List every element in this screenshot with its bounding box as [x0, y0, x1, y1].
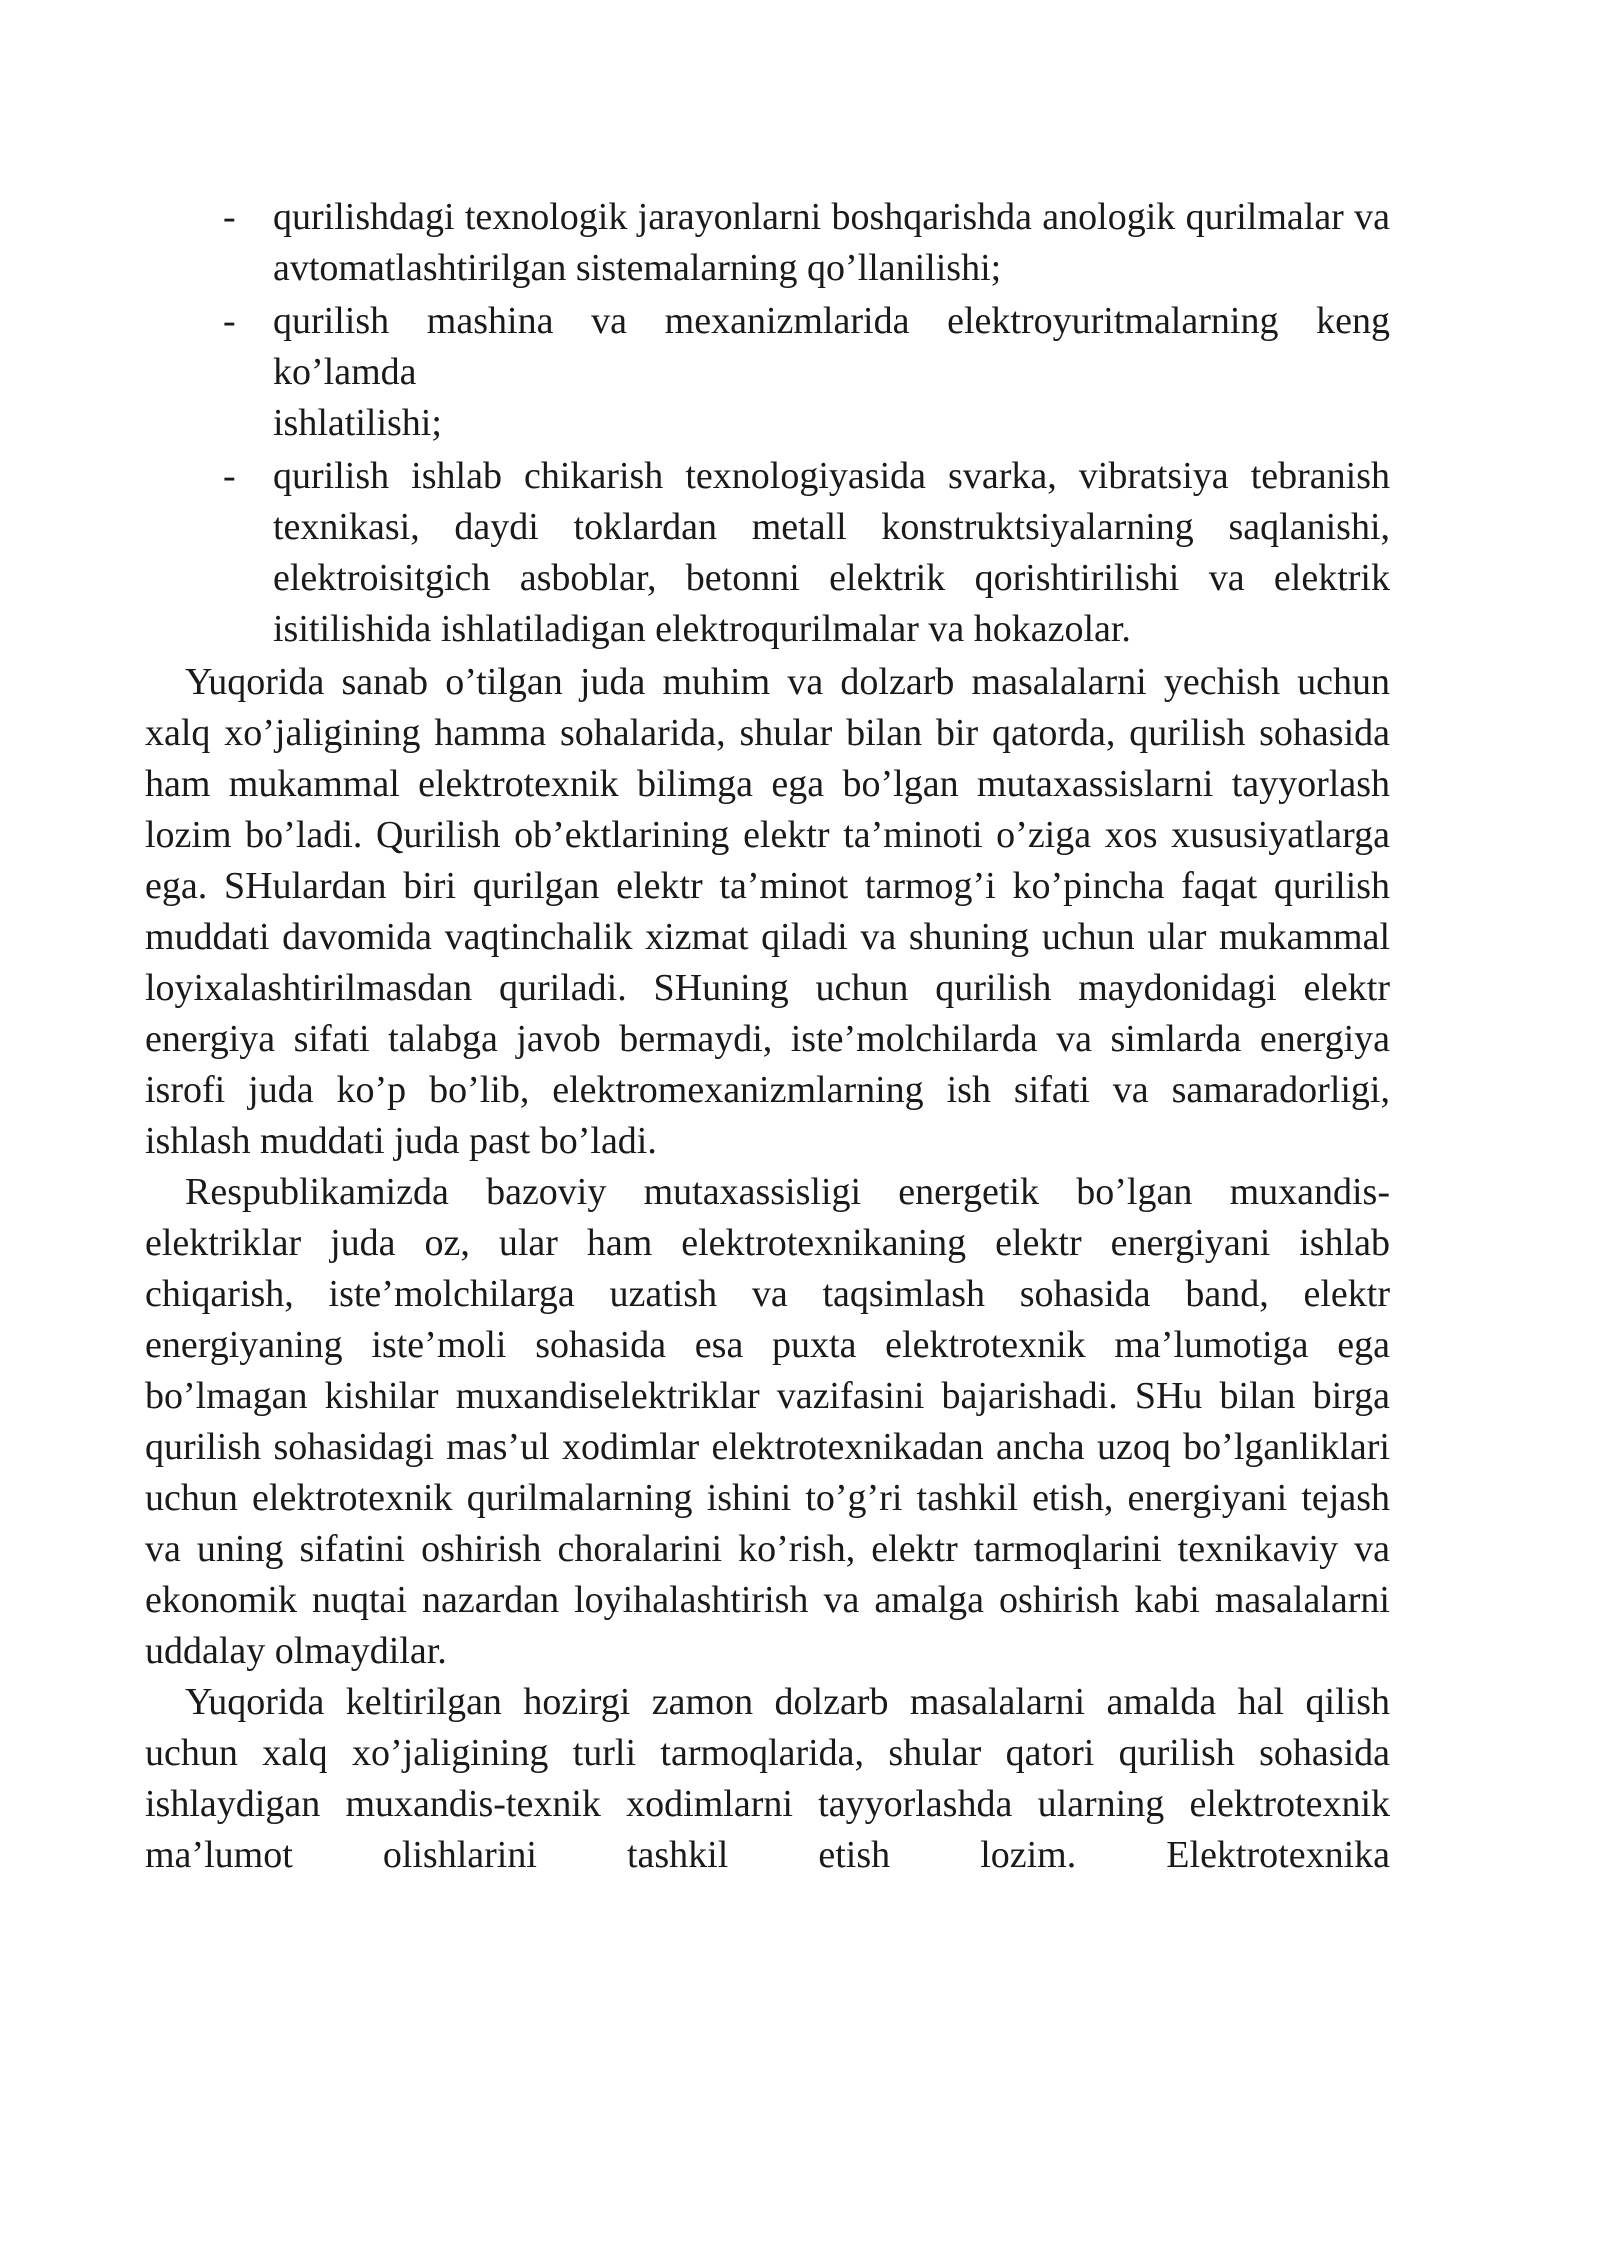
body-paragraph: Yuqorida sanab o’tilgan juda muhim va dolzarb masalalarni yechish uchun xalq xo’jaligining hamma sohalarida, shular bilan bir qatorda, qurilish sohasida ham mukammal elektrotexnik bilimga ega bo’lgan mutaxassislarni tayyorlash lozim bo’ladi. Qurilish ob’ektlarining elektr ta’minoti o’ziga xos xususiyatlarga ega. SHulardan biri qurilgan elektr ta’minot tarmog’i ko’pincha faqat qurilish muddati davomida vaqtinchalik xizmat qiladi va shuning uchun ular mukammal loyixalashtirilmasdan quriladi. SHuning uchun qurilish maydonidagi elektr energiya sifati talabga javob bermaydi, iste’molchilarda va simlarda energiya isrofi juda ko’p bo’lib, elektromexanizmlarning ish sifati va samaradorligi, ishlash muddati juda past bo’ladi. — [145, 661, 1390, 1162]
page-content — [145, 192, 1390, 1881]
list-marker: - — [223, 455, 236, 497]
list-item — [145, 192, 1390, 294]
body-paragraph: Respublikamizda bazoviy mutaxassisligi energetik bo’lgan muxandis-elektriklar juda oz, ular ham elektrotexnikaning elektr energiyani ishlab chiqarish, iste’molchilarga uzatish va taqsimlash sohasida band, elektr energiyaning iste’moli sohasida esa puxta elektrotexnik ma’lumotiga ega bo’lmagan kishilar muxandiselektriklar vazifasini bajarishadi. SHu bilan birga qurilish sohasidagi mas’ul xodimlar elektrotexnikadan ancha uzoq bo’lganliklari uchun elektrotexnik qurilmalarning ishini to’g’ri tashkil etish, energiyani tejash va uning sifatini oshirish choralarini ko’rish, elektr tarmoqlarini texnikaviy va ekonomik nuqtai nazardan loyihalashtirish va amalga oshirish kabi masalalarni uddalay olmaydilar. — [145, 1171, 1390, 1672]
list-item — [145, 296, 1390, 449]
list-item-text-line: qurilish mashina va mexanizmlarida elektroyuritmalarning keng — [273, 300, 1390, 342]
list-item-text: qurilishdagi texnologik jarayonlarni boshqarishda anologik qurilmalar va avtomatlashtirilgan sistemalarning qo’llanilishi; — [273, 196, 1390, 289]
list-item-text: qurilish ishlab chikarish texnologiyasida svarka, vibratsiya tebranish texnikasi, daydi toklardan metall konstruktsiyalarning saqlanishi, elektroisitgich asboblar, betonni elektrik qorishtirilishi va elektrik isitilishida ishlatiladigan elektroqurilmalar va hokazolar. — [273, 455, 1390, 650]
list-marker: - — [223, 300, 236, 342]
list-item — [145, 451, 1390, 655]
list-marker: - — [223, 196, 236, 238]
body-paragraph: Yuqorida keltirilgan hozirgi zamon dolzarb masalalarni amalda hal qilish uchun xalq xo’jaligining turli tarmoqlarida, shular qatori qurilish sohasida ishlaydigan muxandis-texnik xodimlarni tayyorlashda ularning elektrotexnik ma’lumot olishlarini tashkil etish lozim. Elektrotexnika — [145, 1681, 1390, 1876]
list-item-text-line: ishlatilishi; — [273, 402, 442, 444]
bullet-list — [145, 192, 1390, 655]
list-item-text-line: ko’lamda — [273, 351, 417, 393]
